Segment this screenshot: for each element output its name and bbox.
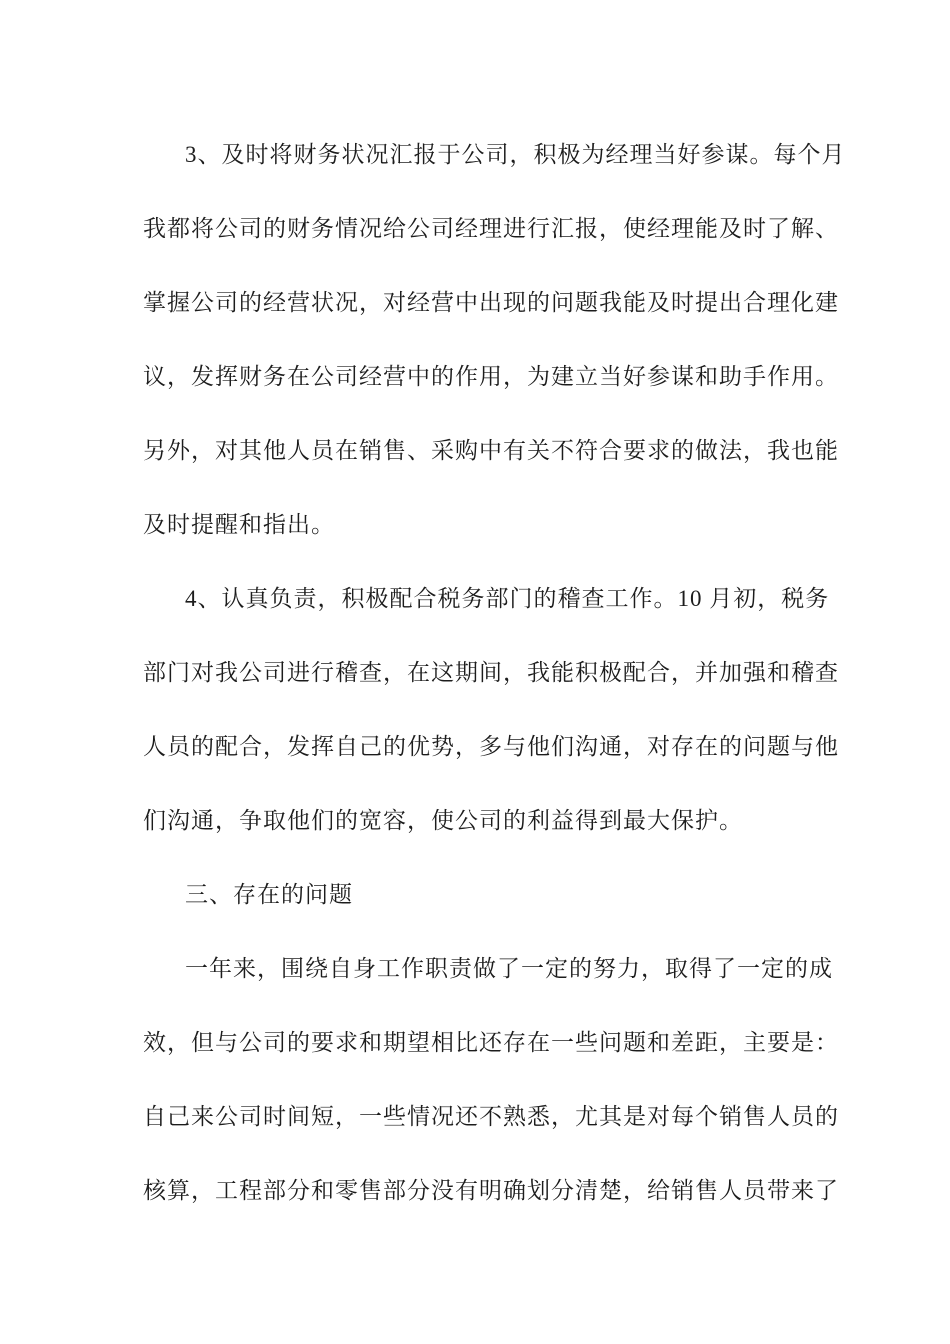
text-line: 部门对我公司进行稽查，在这期间，我能积极配合，并加强和稽查	[143, 660, 839, 685]
text-line: 自己来公司时间短，一些情况还不熟悉，尤其是对每个销售人员的	[143, 1104, 839, 1129]
document-text-block	[143, 118, 913, 1228]
text-line: 4、认真负责，积极配合税务部门的稽查工作。10 月初，税务	[185, 586, 830, 611]
text-line: 掌握公司的经营状况，对经营中出现的问题我能及时提出合理化建	[143, 290, 839, 315]
text-line: 人员的配合，发挥自己的优势，多与他们沟通，对存在的问题与他	[143, 734, 839, 759]
text-line: 们沟通，争取他们的宽容，使公司的利益得到最大保护。	[143, 808, 743, 833]
text-line: 一年来，围绕自身工作职责做了一定的努力，取得了一定的成	[185, 956, 833, 981]
text-line: 效，但与公司的要求和期望相比还存在一些问题和差距，主要是：	[143, 1030, 839, 1055]
text-line: 另外，对其他人员在销售、采购中有关不符合要求的做法，我也能	[143, 438, 839, 463]
text-line: 及时提醒和指出。	[143, 512, 335, 537]
text-line: 核算，工程部分和零售部分没有明确划分清楚，给销售人员带来了	[143, 1178, 839, 1203]
text-line: 议，发挥财务在公司经营中的作用，为建立当好参谋和助手作用。	[143, 364, 839, 389]
text-line: 三、存在的问题	[185, 882, 353, 907]
text-line: 我都将公司的财务情况给公司经理进行汇报，使经理能及时了解、	[143, 216, 839, 241]
text-line: 3、及时将财务状况汇报于公司，积极为经理当好参谋。每个月	[185, 142, 846, 167]
